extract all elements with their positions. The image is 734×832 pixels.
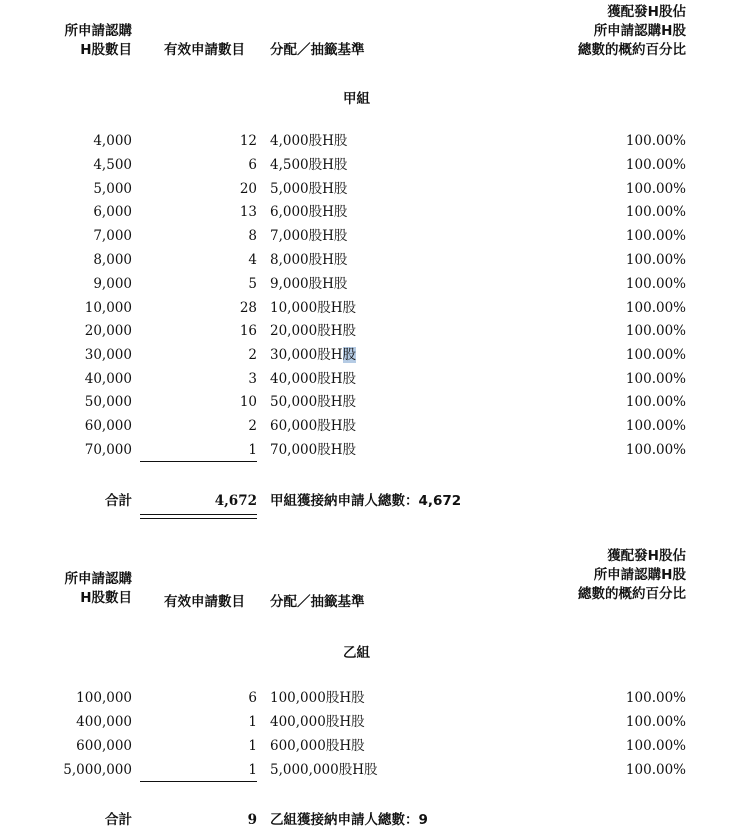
total-double-rule-a (140, 514, 257, 519)
table-row: 600,000 1 600,000股H股 100.00% (76, 738, 686, 754)
header-b-col2: 有效申請數目 (164, 594, 245, 610)
table-row: 40,000 3 40,000股H股 100.00% (84, 371, 686, 387)
subtotal-rule-a (140, 461, 257, 462)
table-row: 8,000 4 8,000股H股 100.00% (93, 252, 686, 268)
table-row: 30,000 2 30,000股H股 100.00% (0, 343, 734, 367)
table-row: 6,000 13 6,000股H股 100.00% (93, 204, 686, 220)
header-b-col1: 所申請認購 H股數目 (64, 571, 132, 606)
table-row: 60,000 2 60,000股H股 100.00% (84, 418, 686, 434)
total-row-a: 合計 4,672 甲組獲接納申請人總數：4,672 (105, 493, 462, 509)
table-row: 100,000 6 100,000股H股 100.00% (76, 690, 686, 706)
table-row: 7,000 8 7,000股H股 100.00% (93, 228, 686, 244)
text-selection-highlight[interactable]: 股 (342, 347, 357, 363)
header-b-col4: 獲配發H股佔 所申請認購H股 總數的概約百分比 (578, 548, 686, 602)
table-row: 50,000 10 50,000股H股 100.00% (84, 394, 686, 410)
group-label-b: 乙組 (343, 645, 370, 661)
table-row: 4,500 6 4,500股H股 100.00% (93, 157, 686, 173)
table-row: 9,000 5 9,000股H股 100.00% (93, 276, 686, 292)
group-label-a: 甲組 (343, 91, 370, 107)
header-a-col4: 獲配發H股佔 所申請認購H股 總數的概約百分比 (578, 4, 686, 58)
basis-cell-with-selection[interactable]: 30,000股H股 (270, 347, 357, 363)
header-a-col1: 所申請認購 H股數目 (64, 23, 132, 58)
table-row: 5,000 20 5,000股H股 100.00% (93, 181, 686, 197)
total-row-b: 合計 9 乙組獲接納申請人總數：9 (105, 812, 428, 828)
header-b-col3: 分配／抽籤基準 (270, 594, 365, 610)
table-row: 5,000,000 1 5,000,000股H股 100.00% (63, 762, 686, 778)
table-row: 20,000 16 20,000股H股 100.00% (84, 323, 686, 339)
table-row: 4,000 12 4,000股H股 100.00% (93, 133, 686, 149)
header-a-col3: 分配／抽籤基準 (270, 42, 365, 58)
table-row: 70,000 1 70,000股H股 100.00% (84, 442, 686, 458)
table-row: 400,000 1 400,000股H股 100.00% (76, 714, 686, 730)
table-row: 10,000 28 10,000股H股 100.00% (84, 300, 686, 316)
subtotal-rule-b (140, 781, 257, 782)
header-a-col2: 有效申請數目 (164, 42, 245, 58)
